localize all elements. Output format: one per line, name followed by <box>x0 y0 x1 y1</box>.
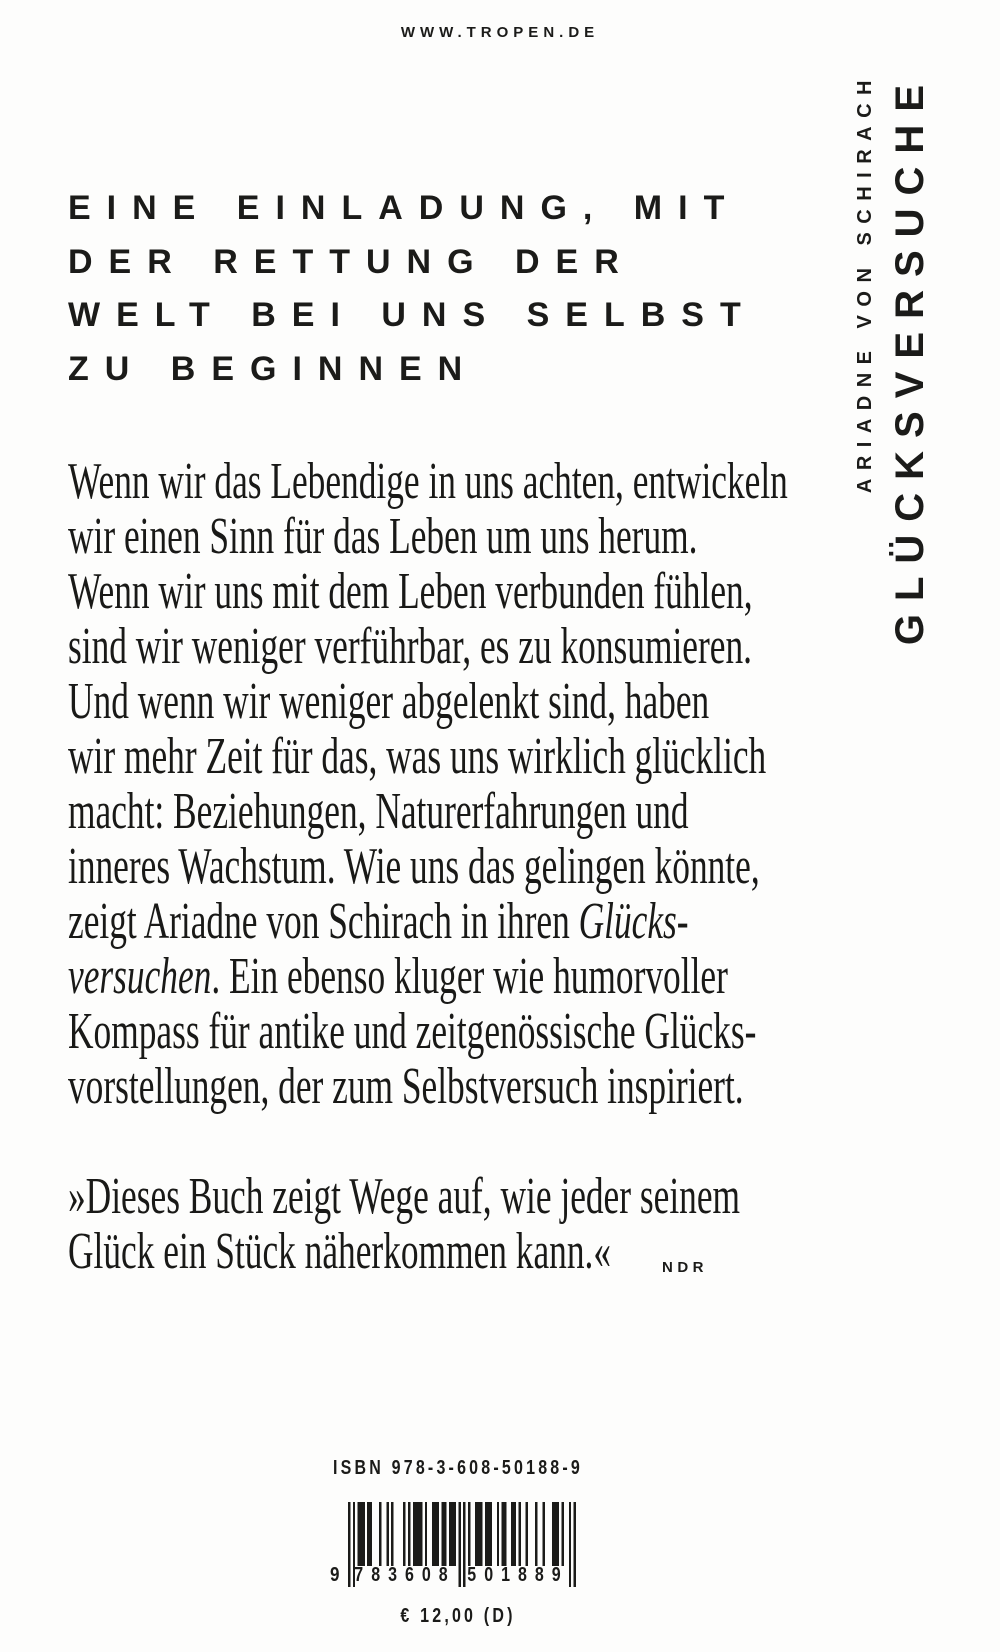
headline-line: WELT BEI UNS SELBST <box>68 296 757 334</box>
headline-line: DER RETTUNG DER <box>68 242 635 281</box>
press-quote <box>68 1169 1000 1279</box>
blurb-line: Wenn wir uns mit dem Leben verbunden fühlen, <box>68 563 753 620</box>
isbn-label: ISBN 978-3-608-50188-9 <box>332 1457 584 1479</box>
publisher-url: WWW.TROPEN.DE <box>400 24 600 41</box>
blurb-line: versuchen. Ein ebenso kluger wie humorvoller <box>68 948 728 1005</box>
blurb-line: wir einen Sinn für das Leben um uns herum. <box>68 508 698 565</box>
quote-line: Glück ein Stück näherkommen kann.« <box>68 1223 612 1280</box>
quote-source: NDR <box>662 1259 708 1276</box>
blurb-text <box>68 454 1000 1114</box>
price-label: € 12,00 (D) <box>400 1605 516 1627</box>
blurb-line: Wenn wir das Lebendige in uns achten, entwickeln <box>68 453 788 510</box>
blurb-line: sind wir weniger verführbar, es zu konsumieren. <box>68 618 752 675</box>
barcode-digits-group2: 501889 <box>467 1564 569 1586</box>
barcode-digit-left: 9 <box>330 1564 340 1586</box>
blurb-line: inneres Wachstum. Wie uns das gelingen könnte, <box>68 838 760 895</box>
blurb-line: Kompass für antike und zeitgenössische Glücks- <box>68 1003 757 1060</box>
headline <box>68 182 757 396</box>
spine-author-vertical: ARIADNE VON SCHIRACH <box>854 72 876 494</box>
blurb-line: vorstellungen, der zum Selbstversuch inspiriert. <box>68 1058 744 1115</box>
blurb-line: macht: Beziehungen, Naturerfahrungen und <box>68 783 689 840</box>
quote-line: »Dieses Buch zeigt Wege auf, wie jeder seinem <box>68 1168 741 1225</box>
blurb-line: wir mehr Zeit für das, was uns wirklich glücklich <box>68 728 767 785</box>
blurb-line: Und wenn wir weniger abgelenkt sind, haben <box>68 673 710 730</box>
headline-line: EINE EINLADUNG, MIT <box>68 189 741 227</box>
blurb-line: zeigt Ariadne von Schirach in ihren Glücks- <box>68 893 689 950</box>
headline-line: ZU BEGINNEN <box>68 349 479 388</box>
spine-title-vertical: GLÜCKSVERSUCHE <box>888 72 932 646</box>
barcode-digits-group1: 783608 <box>354 1564 456 1586</box>
